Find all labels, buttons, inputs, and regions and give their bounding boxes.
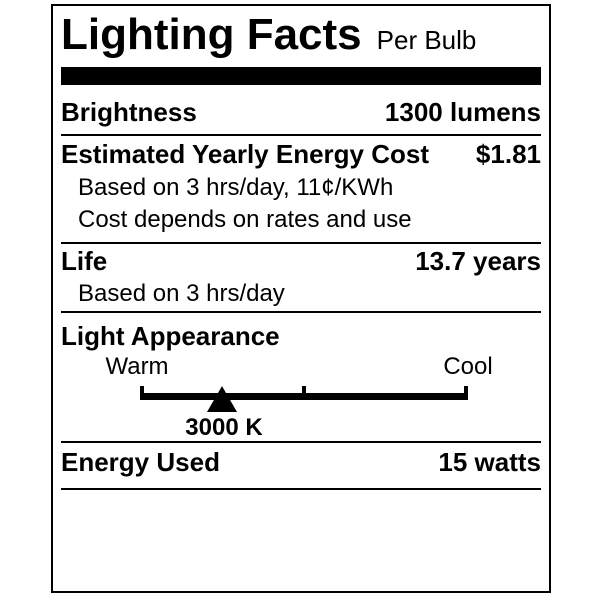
energy-used-row (61, 449, 541, 488)
scale-tick-warm-end (140, 386, 144, 400)
brightness-row (61, 99, 541, 134)
light-appearance-label: Light Appearance (61, 321, 280, 351)
brightness-value: 1300 lumens (384, 97, 541, 127)
kelvin-value: 3000 K (185, 414, 263, 441)
energy-cost-note-basis: Based on 3 hrs/day, 11¢/KWh (78, 174, 394, 201)
life-value: 13.7 years (415, 246, 541, 276)
divider (61, 488, 541, 490)
life-row (61, 248, 541, 274)
energy-cost-label: Estimated Yearly Energy Cost (61, 139, 430, 169)
energy-cost-note-rates: Cost depends on rates and use (78, 206, 412, 233)
scale-tick-cool-end (464, 386, 468, 400)
scale-tick-middle (302, 386, 306, 400)
header-bar (61, 67, 541, 85)
divider (61, 441, 541, 443)
warm-label: Warm (105, 353, 169, 380)
cool-label: Cool (443, 353, 493, 380)
label-title: Lighting Facts (61, 10, 362, 59)
light-appearance-row (61, 323, 541, 349)
divider (61, 311, 541, 313)
label-subtitle: Per Bulb (376, 25, 477, 55)
energy-cost-row (61, 141, 541, 167)
divider (61, 134, 541, 136)
energy-used-value: 15 watts (438, 447, 541, 477)
brightness-label: Brightness (61, 97, 197, 127)
energy-cost-value: $1.81 (475, 139, 541, 169)
life-label: Life (61, 246, 108, 276)
life-note-basis: Based on 3 hrs/day (78, 280, 285, 307)
energy-used-label: Energy Used (61, 447, 220, 477)
label-header (61, 10, 541, 59)
lighting-facts-label (51, 4, 551, 593)
divider (61, 242, 541, 244)
light-appearance-scale (61, 350, 541, 441)
kelvin-marker-triangle-icon (207, 386, 237, 412)
